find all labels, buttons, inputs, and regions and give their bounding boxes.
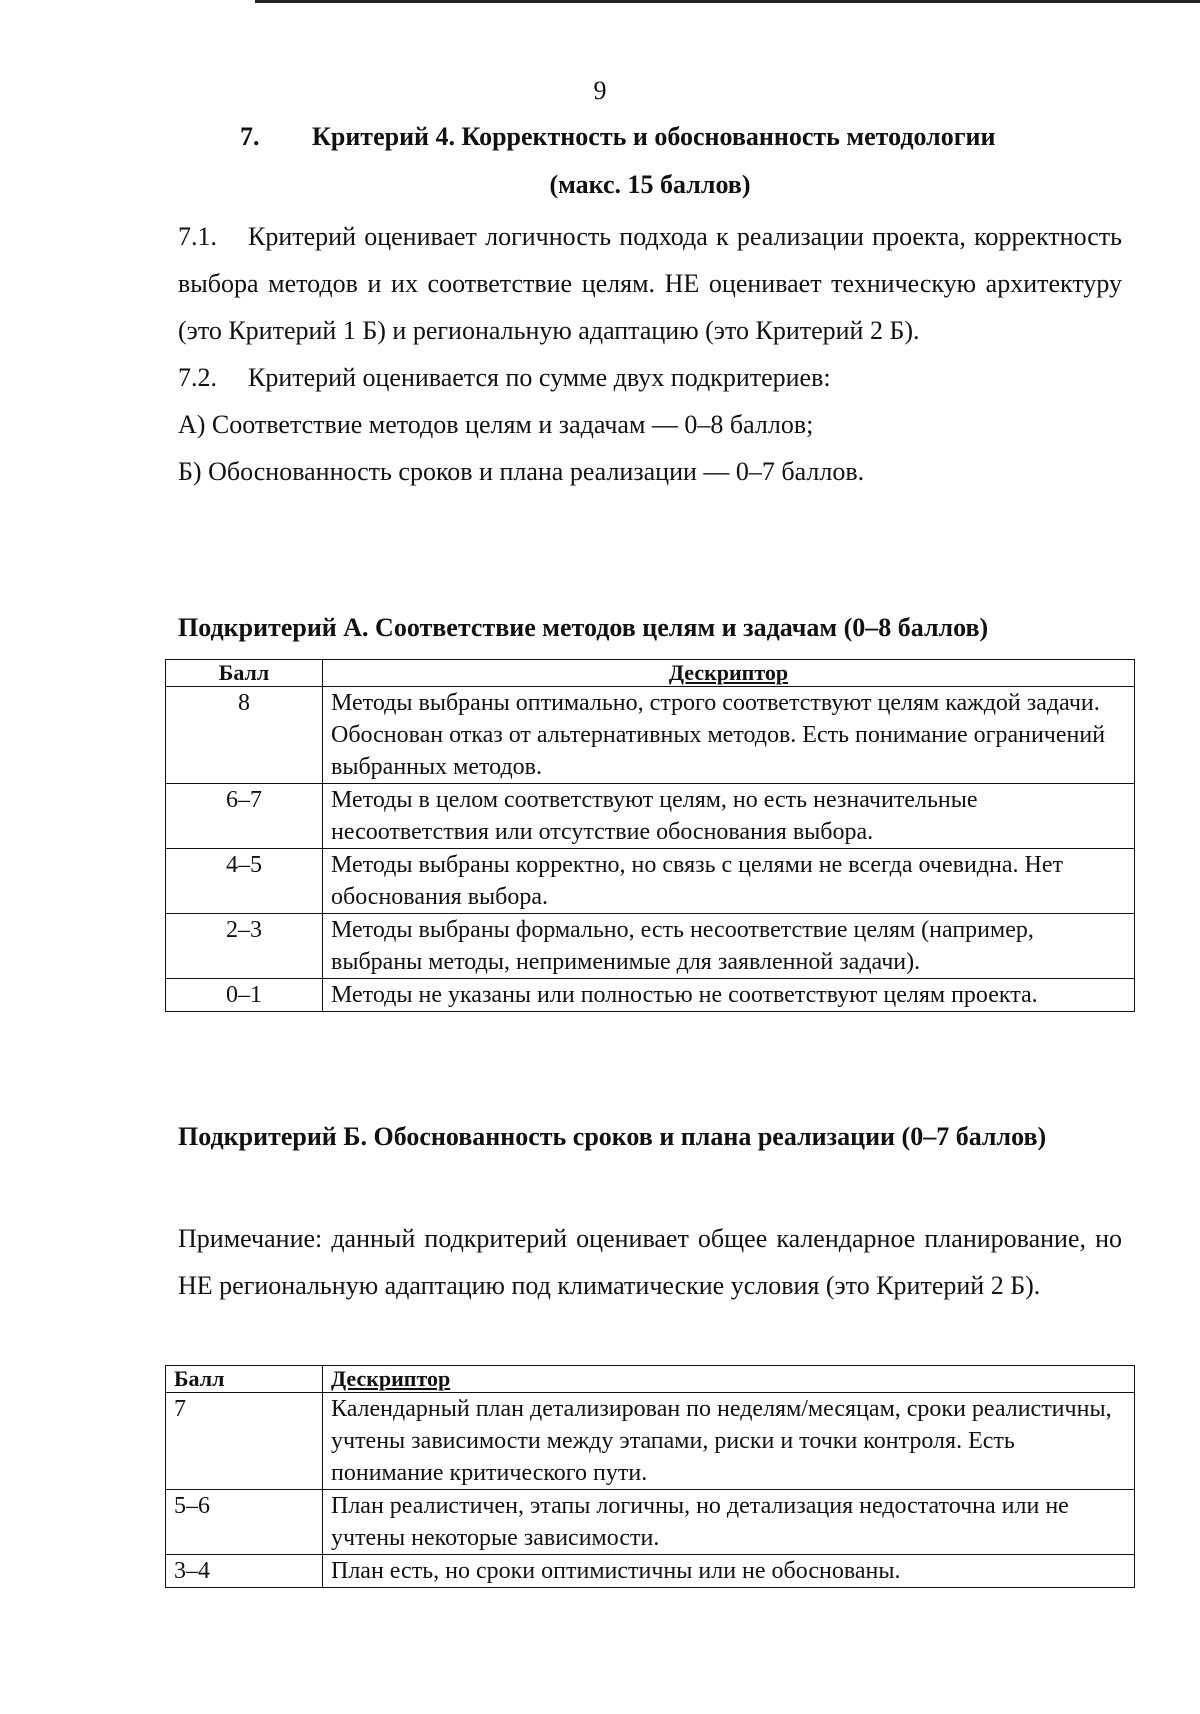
table-row (166, 849, 1135, 914)
descriptor-cell: План есть, но сроки оптимистичны или не обоснованы. (323, 1555, 1135, 1588)
section-number: 7. (240, 122, 260, 151)
section-subtitle: (макс. 15 баллов) (549, 170, 751, 199)
score-cell: 4–5 (166, 849, 323, 914)
descriptor-cell: Методы не указаны или полностью не соответствуют целям проекта. (323, 979, 1135, 1012)
subcriterion-a-table (165, 659, 1135, 1012)
subcriterion-b-table (165, 1365, 1135, 1588)
table-header-row (166, 1366, 1135, 1393)
score-cell: 7 (166, 1393, 323, 1490)
criterion-description (178, 213, 1122, 495)
score-cell: 5–6 (166, 1490, 323, 1555)
table-row (166, 1393, 1135, 1490)
paragraph-7-2: 7.2. Критерий оценивается по сумме двух подкритериев: (178, 363, 831, 392)
table-row (166, 1555, 1135, 1588)
paragraph-item-b: Б) Обоснованность сроков и плана реализации — 0–7 баллов. (178, 457, 865, 486)
table-row (166, 687, 1135, 784)
score-cell: 6–7 (166, 784, 323, 849)
top-border-line (255, 0, 1200, 3)
descriptor-cell: Методы выбраны корректно, но связь с целями не всегда очевидна. Нет обоснования выбора. (323, 849, 1135, 914)
score-cell: 8 (166, 687, 323, 784)
header-descriptor: Дескриптор (323, 660, 1135, 687)
descriptor-cell: Методы выбраны оптимально, строго соответствуют целям каждой задачи. Обоснован отказ от альтернативных методов. Есть понимание ограничений выбранных методов. (323, 687, 1135, 784)
paragraph-7-1: 7.1. Критерий оценивает логичность подхода к реализации проекта, корректность выбора методов и их соответствие целям. НЕ оценивает техническую архитектуру (это Критерий 1 Б) и региональную адаптацию (это Критерий 2 Б). (178, 222, 1122, 345)
score-cell: 2–3 (166, 914, 323, 979)
section-title: Критерий 4. Корректность и обоснованность методологии (312, 122, 996, 151)
page-number: 9 (593, 76, 607, 105)
table-row (166, 784, 1135, 849)
subcriterion-b-note: Примечание: данный подкритерий оценивает общее календарное планирование, но НЕ региональную адаптацию под климатические условия (это Критерий 2 Б). (178, 1224, 1122, 1300)
descriptor-cell: Календарный план детализирован по неделям/месяцам, сроки реалистичны, учтены зависимости между этапами, риски и точки контроля. Есть понимание критического пути. (323, 1393, 1135, 1490)
descriptor-cell: Методы выбраны формально, есть несоответствие целям (например, выбраны методы, неприменимые для заявленной задачи). (323, 914, 1135, 979)
subcriterion-b-title: Подкритерий Б. Обоснованность сроков и плана реализации (0–7 баллов) (178, 1122, 1047, 1151)
score-cell: 0–1 (166, 979, 323, 1012)
section-heading (240, 122, 1120, 152)
paragraph-item-a: А) Соответствие методов целям и задачам — 0–8 баллов; (178, 410, 814, 439)
header-score: Балл (166, 1366, 323, 1393)
table-header-row (166, 660, 1135, 687)
header-score: Балл (166, 660, 323, 687)
descriptor-cell: План реалистичен, этапы логичны, но детализация недостаточна или не учтены некоторые зависимости. (323, 1490, 1135, 1555)
score-cell: 3–4 (166, 1555, 323, 1588)
table-row (166, 979, 1135, 1012)
table-row (166, 914, 1135, 979)
table-row (166, 1490, 1135, 1555)
subcriterion-a-title: Подкритерий А. Соответствие методов целям и задачам (0–8 баллов) (178, 613, 989, 642)
header-descriptor: Дескриптор (323, 1366, 1135, 1393)
descriptor-cell: Методы в целом соответствуют целям, но есть незначительные несоответствия или отсутствие обоснования выбора. (323, 784, 1135, 849)
